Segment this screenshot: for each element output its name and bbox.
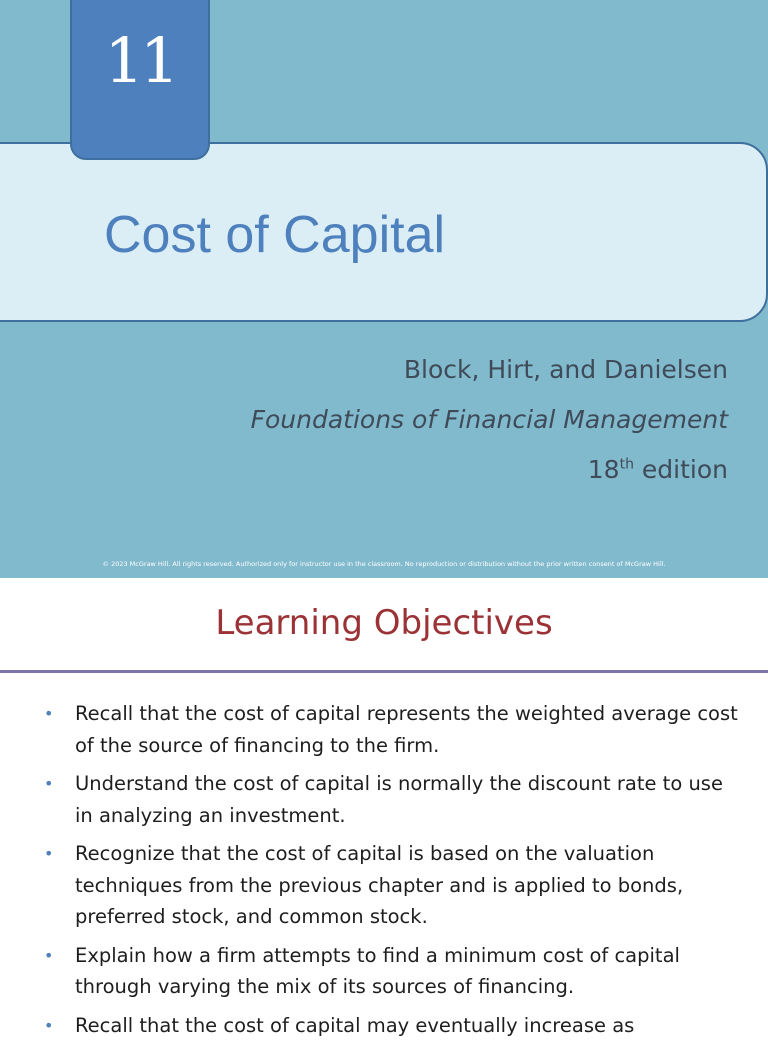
copyright-notice: © 2023 McGraw Hill. All rights reserved. Authorized only for instructor use in the classroom. No reproduction or distribution without the prior written consent of McGraw Hill.: [102, 560, 666, 568]
edition-word: edition: [633, 455, 728, 484]
authors: Block, Hirt, and Danielsen: [403, 355, 728, 384]
list-item: [0, 838, 768, 933]
list-item-text: Recall that the cost of capital may eventually increase as: [75, 1013, 635, 1037]
bullet-dot-icon: •: [44, 704, 54, 723]
list-item: [0, 940, 768, 1003]
objectives-slide: [0, 590, 768, 1037]
chapter-number: 11: [104, 24, 176, 97]
edition-number: 18: [587, 455, 620, 484]
book-title: Foundations of Financial Management: [250, 405, 728, 434]
chapter-tab: [70, 0, 210, 160]
slide-title: Cost of Capital: [104, 206, 446, 264]
bullet-dot-icon: •: [44, 945, 54, 965]
list-item-text: Recognize that the cost of capital is based on the valuation techniques from the previous chapter and is applied to bonds, preferred stock, and common stock.: [75, 842, 684, 928]
edition: [588, 452, 728, 488]
edition-suffix: th: [619, 456, 634, 473]
objectives-title: Learning Objectives: [215, 603, 553, 643]
list-item: [0, 768, 768, 831]
bullet-dot-icon: •: [44, 1015, 54, 1035]
title-divider: [0, 670, 768, 673]
bullet-dot-icon: •: [44, 774, 54, 793]
list-item-text: Recall that the cost of capital represents the weighted average cost of the source of financing to the firm.: [75, 702, 738, 757]
list-item: [0, 1010, 768, 1042]
list-item-text: Understand the cost of capital is normally the discount rate to use in analyzing an investment.: [75, 772, 723, 827]
list-item-text: Explain how a firm attempts to find a minimum cost of capital through varying the mix of its sources of financing.: [75, 943, 680, 998]
list-item: [0, 698, 768, 761]
objectives-list: [0, 698, 768, 1048]
bullet-dot-icon: •: [44, 844, 54, 863]
